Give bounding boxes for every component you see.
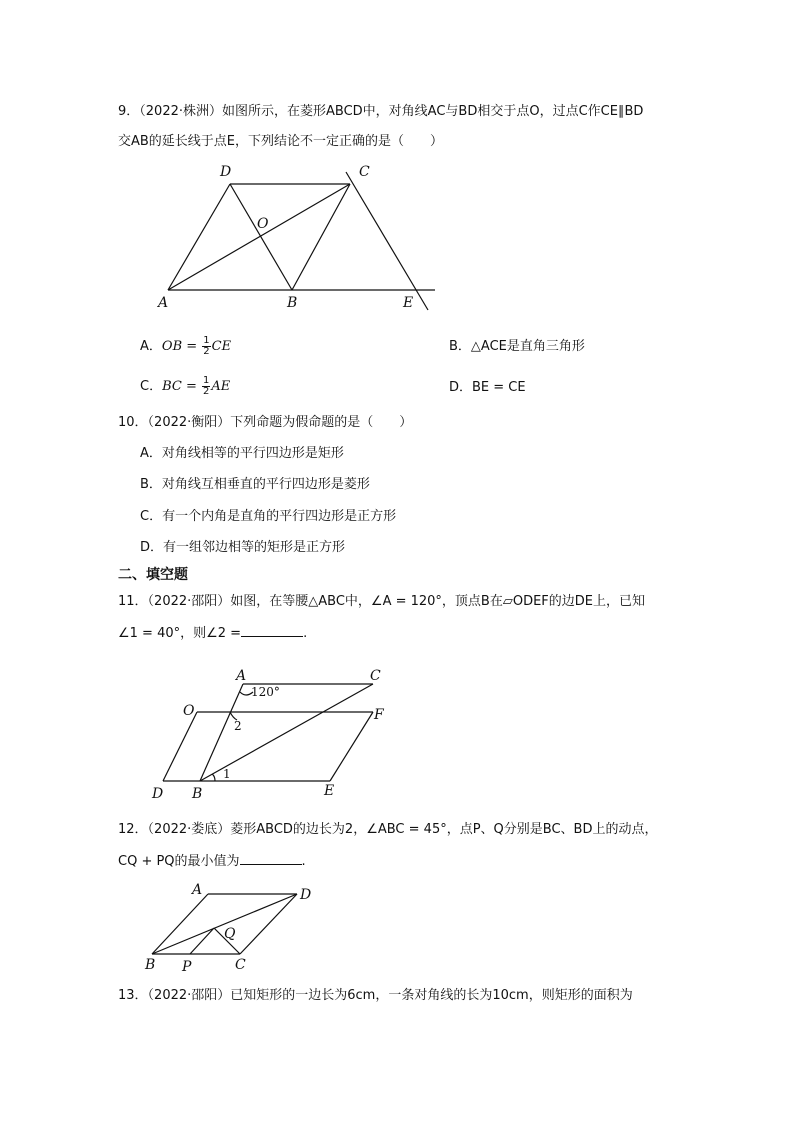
q9-label-o: O xyxy=(257,216,269,232)
q12-answer-blank[interactable] xyxy=(240,852,302,865)
q13-stem-line1: 13．（2022·邵阳）已知矩形的一边长为6cm，一条对角线的长为10cm，则矩形的面积为 xyxy=(118,988,633,1003)
q10-option-a: A．对角线相等的平行四边形是矩形 xyxy=(140,446,344,461)
q9-option-a: A．OB = $\frac{1}{2}$ CE xyxy=(140,335,232,357)
q9-source: （2022·株洲） xyxy=(139,104,222,119)
q9-side-bc xyxy=(292,184,350,290)
q11-label-b: B xyxy=(192,786,203,802)
q12-label-b: B xyxy=(145,957,156,973)
q11-stem-line1: 11．（2022·邵阳）如图，在等腰△ABC中，∠A = 120°，顶点B在▱ODEF的边DE上，已知 xyxy=(118,594,646,609)
q12-label-q: Q xyxy=(224,926,236,942)
q10-option-c: C．有一个内角是直角的平行四边形是正方形 xyxy=(140,509,397,524)
q9-number: 9． xyxy=(118,104,140,119)
q12-side-ab xyxy=(152,894,208,954)
q11-angle-1-arc xyxy=(212,774,215,781)
q12-stem-line1: 12．（2022·娄底）菱形ABCD的边长为2，∠ABC = 45°，点P、Q分别是BC、BD上的动点， xyxy=(118,822,658,837)
q9-label-c: C xyxy=(359,164,370,180)
q12-segment-pq xyxy=(190,928,214,954)
q11-stem-line2: ∠1 = 40°，则∠2 = . xyxy=(118,626,308,641)
q10-option-b: B．对角线互相垂直的平行四边形是菱形 xyxy=(140,477,370,492)
q11-label-a: A xyxy=(236,668,247,684)
q10-stem: 10．（2022·衡阳）下列命题为假命题的是（ ） xyxy=(118,415,413,430)
q9-option-b: B．△ACE是直角三角形 xyxy=(449,339,585,354)
section-fill-in-blank-heading: 二、填空题 xyxy=(118,567,188,583)
q11-side-od xyxy=(163,712,197,781)
q9-option-c-fraction: $\frac{1}{2}$ xyxy=(203,375,210,397)
q12-label-a: A xyxy=(192,882,203,898)
q11-figure xyxy=(145,662,405,807)
q11-angle-1-label: 1 xyxy=(223,767,231,781)
q12-stem-line2: CQ + PQ的最小值为 . xyxy=(118,854,306,869)
q12-figure xyxy=(140,880,330,975)
q11-label-c: C xyxy=(370,668,381,684)
q9-option-a-fraction: $\frac{1}{2}$ xyxy=(203,335,210,357)
q9-line-ce xyxy=(346,172,428,310)
q9-option-c: C．BC = $\frac{1}{2}$ AE xyxy=(140,375,231,397)
q9-option-d: D．BE = CE xyxy=(449,380,526,395)
q11-answer-blank[interactable] xyxy=(241,624,303,637)
q11-angle-a-label: 120° xyxy=(251,685,280,699)
q9-diagonal-bd xyxy=(230,184,292,290)
q11-label-d: D xyxy=(152,786,164,802)
q9-label-a: A xyxy=(158,295,169,311)
q9-stem-line2: 交AB的延长线于点E，下列结论不一定正确的是（ ） xyxy=(118,134,444,149)
q11-angle-2-label: 2 xyxy=(234,719,242,733)
q9-label-d: D xyxy=(220,164,232,180)
q9-figure xyxy=(150,160,450,315)
q12-label-p: P xyxy=(182,959,192,975)
q11-label-e: E xyxy=(324,783,335,799)
q9-side-da xyxy=(168,184,230,290)
q9-stem-line1 xyxy=(118,103,643,121)
q9-diagonal-ac xyxy=(168,184,350,290)
q9-label-e: E xyxy=(403,295,414,311)
q10-option-d: D．有一组邻边相等的矩形是正方形 xyxy=(140,540,346,555)
q9-text: 如图所示，在菱形ABCD中，对角线AC与BD相交于点O，过点C作CE∥BD xyxy=(222,104,644,119)
q12-diagonal-bd xyxy=(152,894,297,954)
q12-label-d: D xyxy=(300,887,312,903)
q12-label-c: C xyxy=(235,957,246,973)
q12-side-cd xyxy=(240,894,297,954)
q11-label-f: F xyxy=(374,707,384,723)
q9-label-b: B xyxy=(287,295,298,311)
q11-side-fe xyxy=(330,712,373,781)
q11-label-o: O xyxy=(183,703,195,719)
